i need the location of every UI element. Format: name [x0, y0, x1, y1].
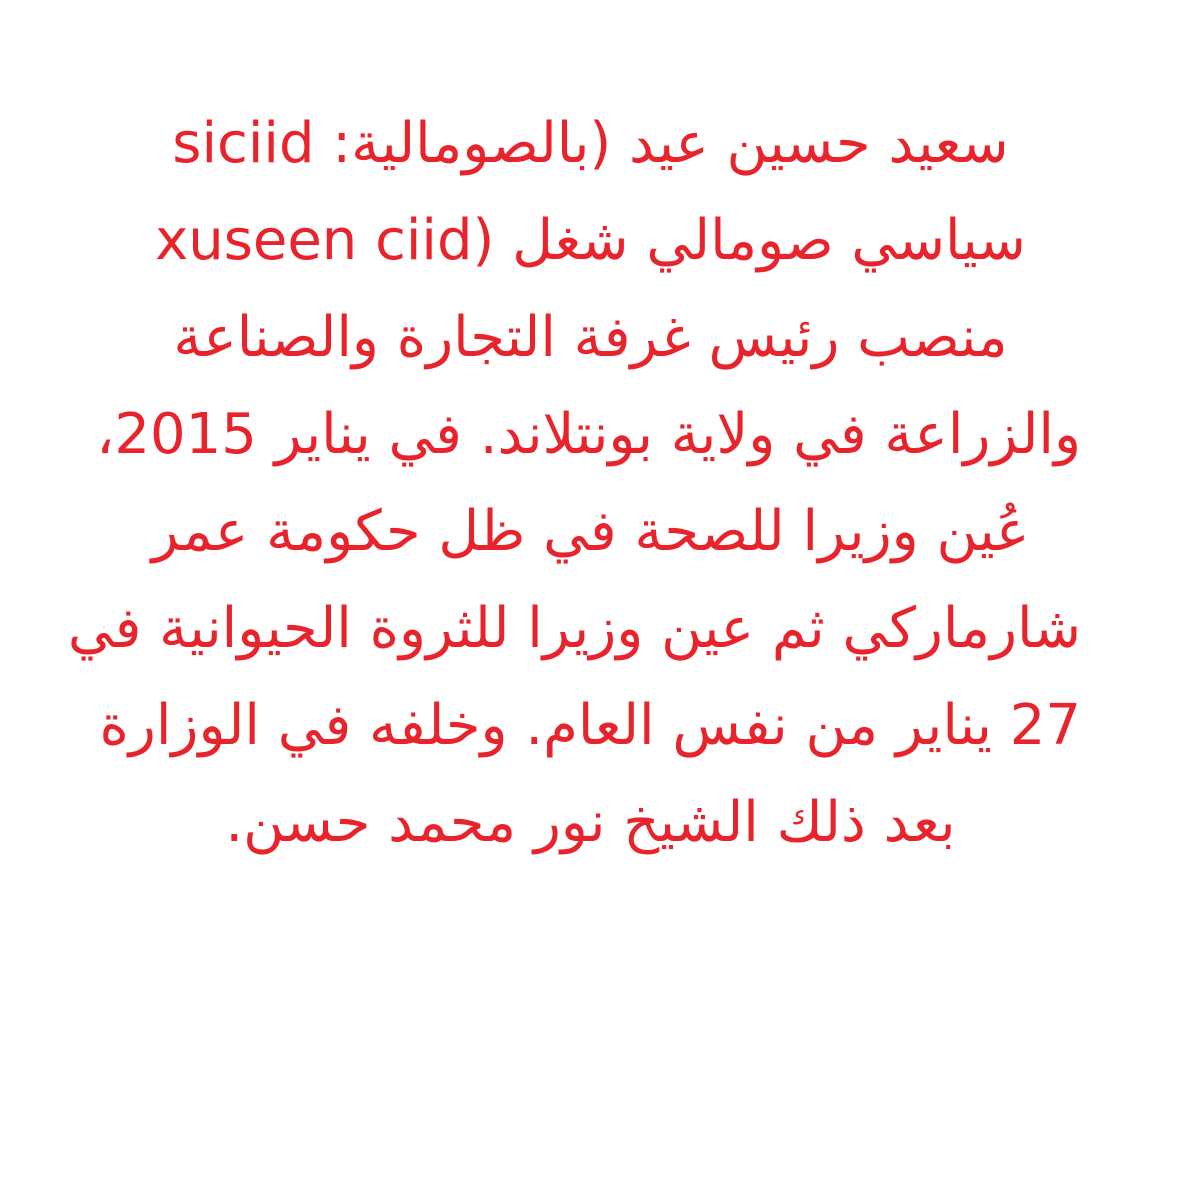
text-line-2: xuseen ciid) سياسي صومالي شغل	[155, 208, 1026, 273]
article-text	[67, 95, 1081, 871]
text-line-8: بعد ذلك الشيخ نور محمد حسن.	[225, 790, 956, 855]
text-line-3: منصب رئيس غرفة التجارة والصناعة	[173, 305, 1008, 370]
text-line-5: عُين وزيرا للصحة في ظل حكومة عمر	[151, 499, 1030, 564]
text-line-4: والزراعة في ولاية بونتلاند. في يناير 2015،	[96, 402, 1081, 467]
text-line-1: سعيد حسين عيد (بالصومالية: siciid	[172, 111, 1009, 176]
text-line-6: شارماركي ثم عين وزيرا للثروة الحيوانية في	[67, 596, 1081, 661]
text-line-7: 27 يناير من نفس العام. وخلفه في الوزارة	[99, 693, 1081, 758]
